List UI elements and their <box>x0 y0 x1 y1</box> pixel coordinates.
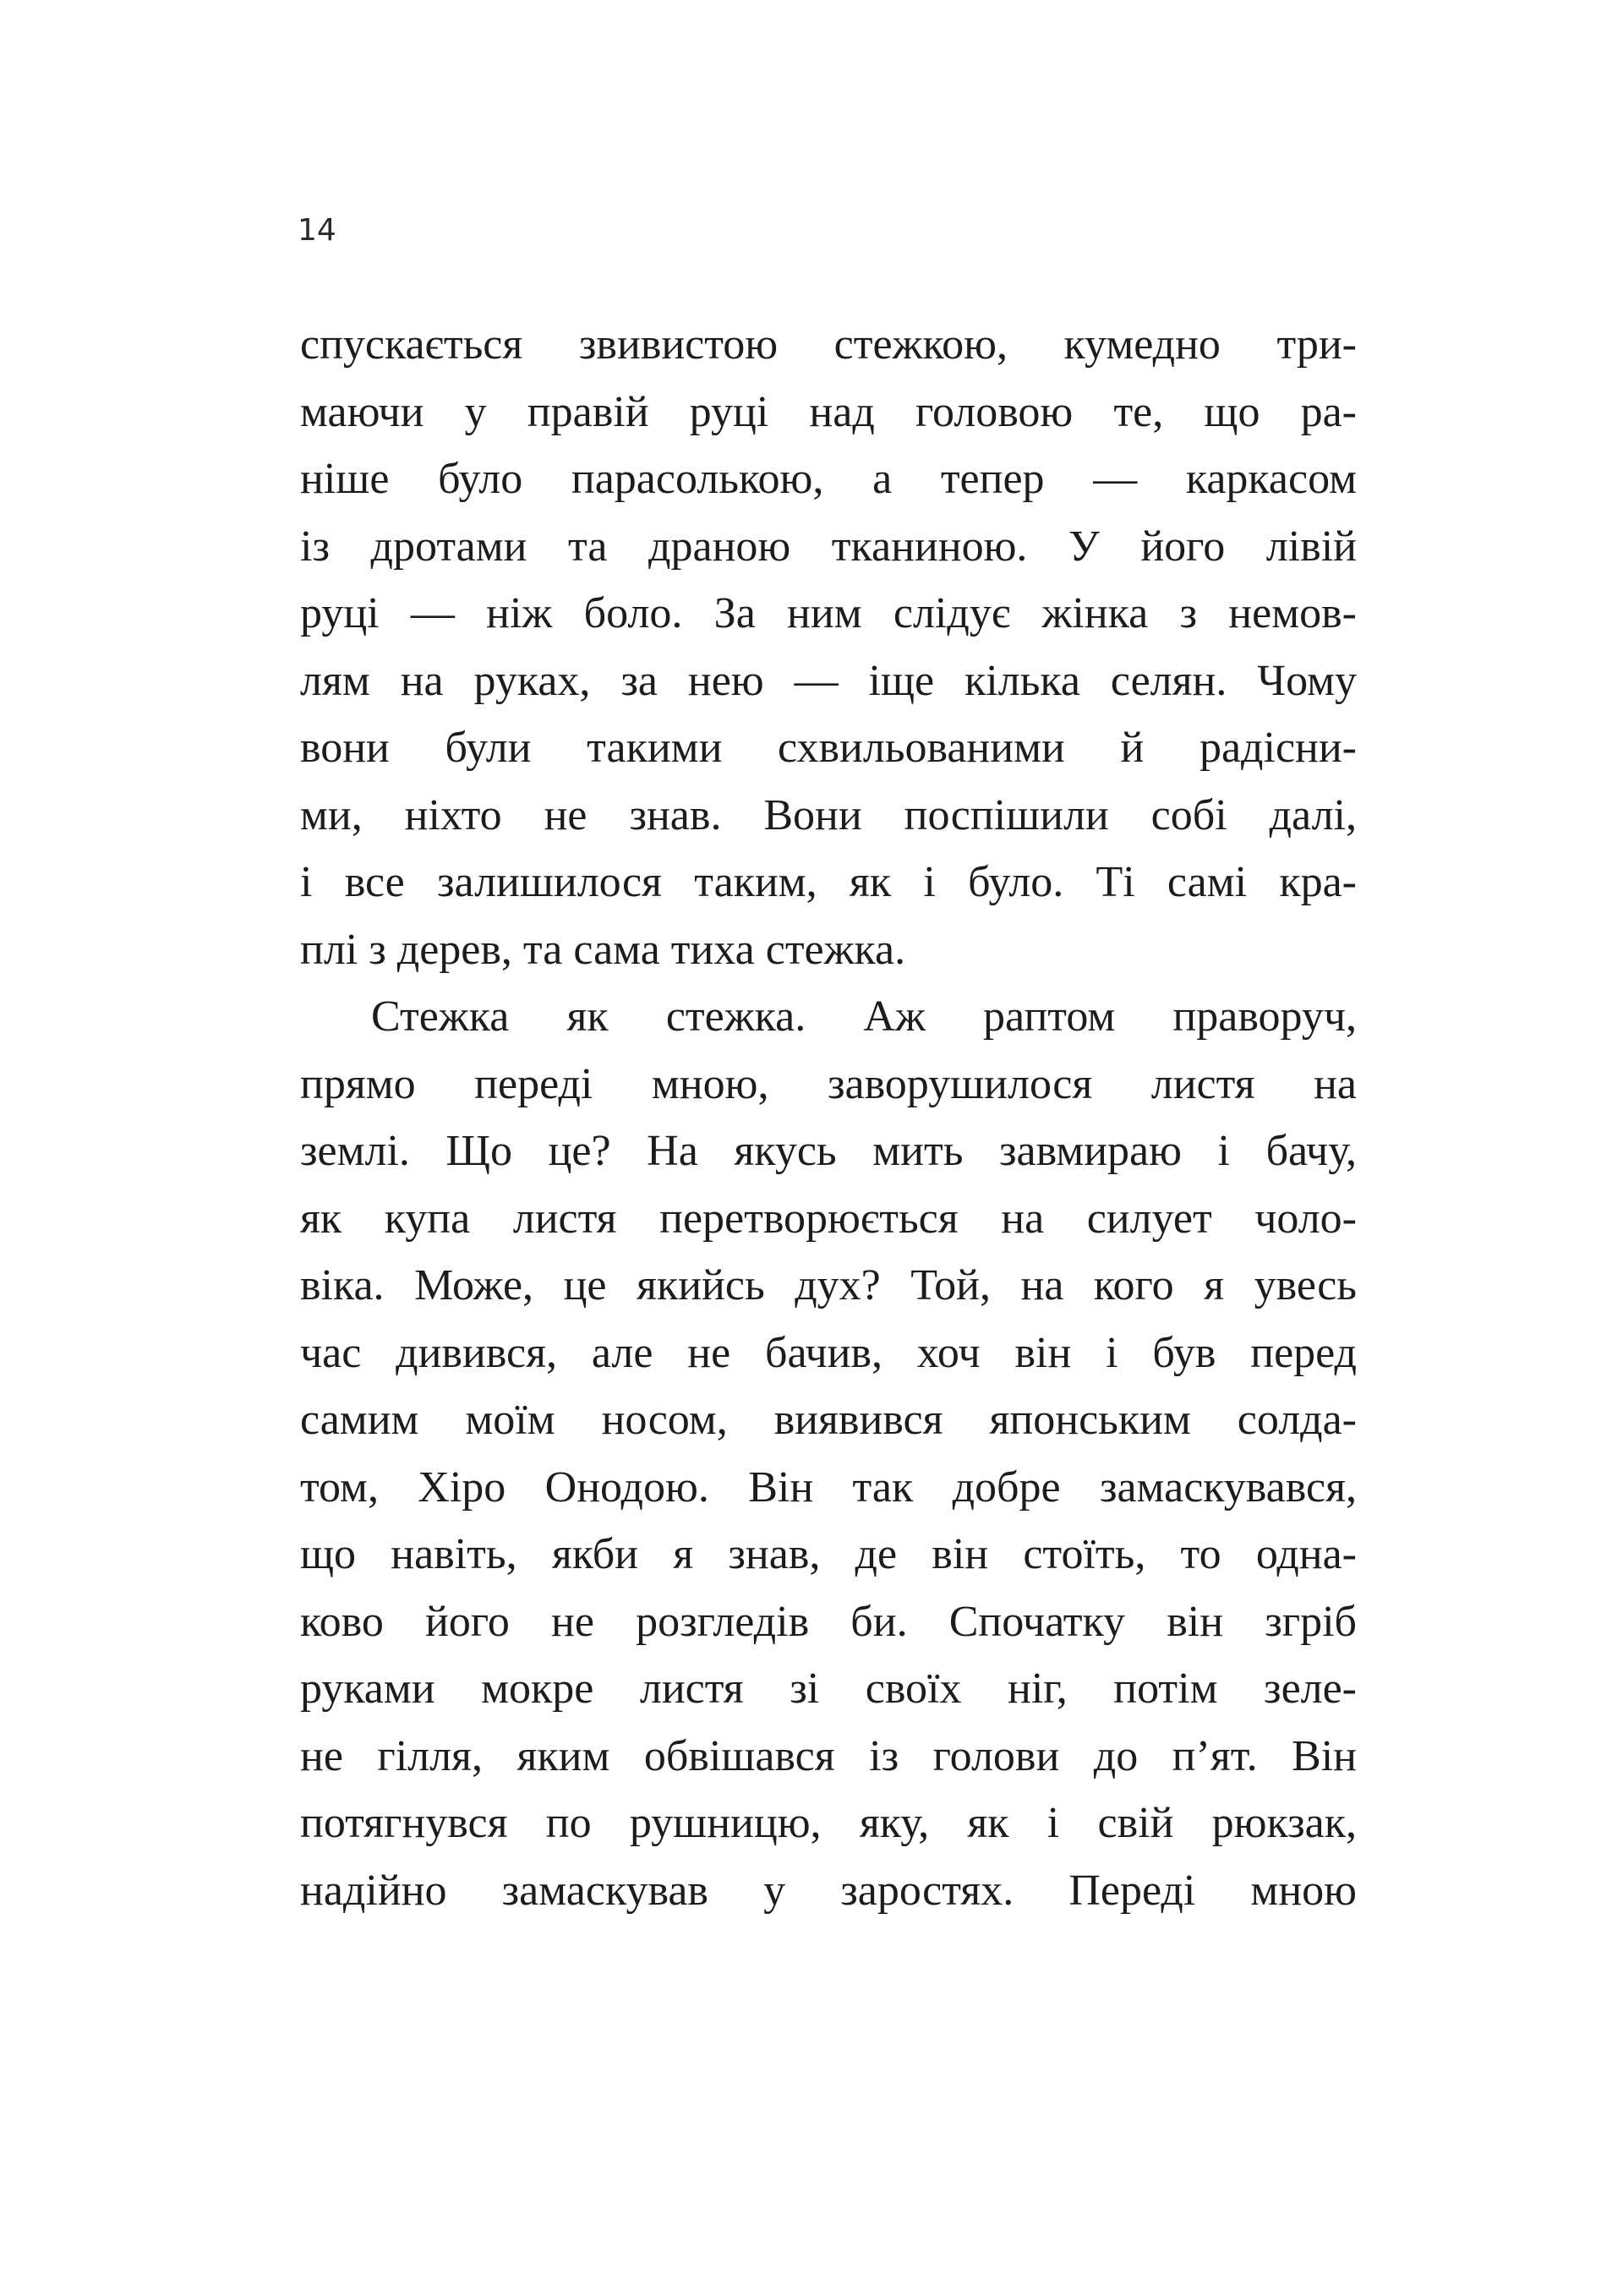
paragraph <box>300 983 1357 1924</box>
text-line: том, Хіро Онодою. Він так добре замаскувався, <box>300 1462 1357 1512</box>
text-line: плі з дерев, та сама тиха стежка. <box>300 925 906 974</box>
text-line: як купа листя перетворюється на силует чоло- <box>300 1194 1357 1243</box>
page-number: 14 <box>298 213 336 248</box>
paragraph <box>300 311 1357 983</box>
text-line: надійно замаскував у заростях. Переді мною <box>300 1866 1357 1915</box>
text-line: лям на руках, за нею — іще кілька селян. Чому <box>300 656 1357 705</box>
text-line: вони були такими схвильованими й радісни- <box>300 724 1357 772</box>
text-line: спускається звивистою стежкою, кумедно три- <box>300 320 1357 369</box>
text-line: Стежка як стежка. Аж раптом праворуч, <box>371 992 1357 1041</box>
text-line: землі. Що це? На якусь мить завмираю і бачу, <box>300 1127 1357 1175</box>
text-line: маючи у правій руці над головою те, що ра- <box>300 387 1357 436</box>
text-line: віка. Може, це якийсь дух? Той, на кого я увесь <box>300 1261 1357 1309</box>
text-line: потягнувся по рушницю, яку, як і свій рюкзак, <box>300 1799 1357 1847</box>
text-line: прямо переді мною, заворушилося листя на <box>300 1059 1357 1108</box>
text-line: руками мокре листя зі своїх ніг, потім зеле- <box>300 1665 1357 1713</box>
text-line: ми, ніхто не знав. Вони поспішили собі далі, <box>300 790 1357 839</box>
text-line: що навіть, якби я знав, де він стоїть, то одна- <box>300 1530 1357 1578</box>
text-line: самим моїм носом, виявився японським солда- <box>300 1396 1357 1444</box>
text-line: час дивився, але не бачив, хоч він і був перед <box>300 1328 1357 1377</box>
text-line: руці — ніж боло. За ним слідує жінка з немов- <box>300 589 1357 637</box>
text-line: і все залишилося таким, як і було. Ті самі кра- <box>300 858 1357 906</box>
text-line: із дротами та драною тканиною. У його лівій <box>300 522 1357 571</box>
text-line: ніше було парасолькою, а тепер — каркасом <box>300 455 1357 503</box>
text-line: не гілля, яким обвішався із голови до п’ят. Він <box>300 1731 1357 1780</box>
body-text <box>300 311 1357 1924</box>
text-line: ково його не розгледів би. Спочатку він згріб <box>300 1597 1357 1646</box>
